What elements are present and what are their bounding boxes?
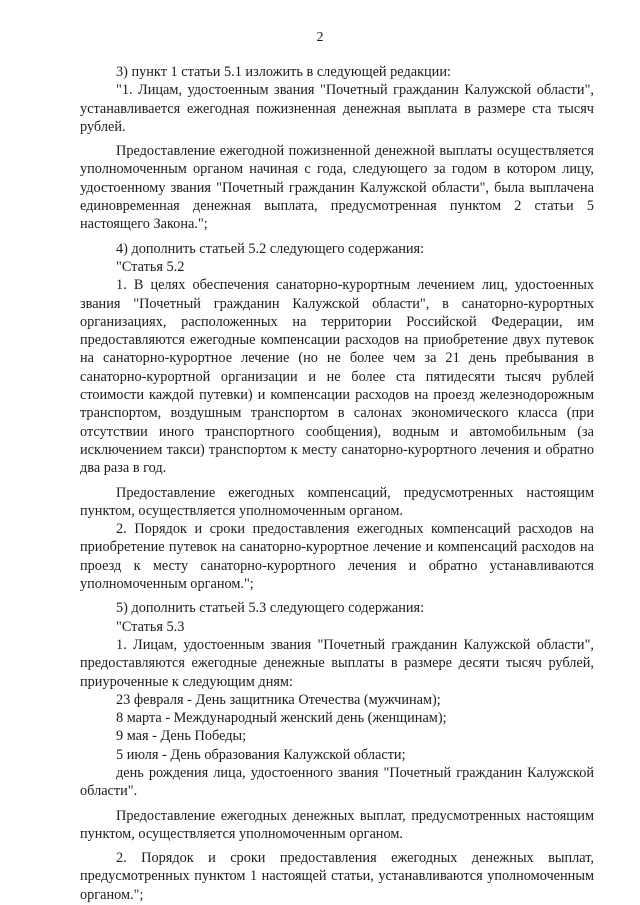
paragraph: 3) пункт 1 статьи 5.1 изложить в следующей редакции: — [116, 64, 451, 80]
paragraph: Предоставление ежегодных денежных выплат, предусмотренных настоящим пунктом, осуществляется уполномоченным органом. — [80, 807, 594, 842]
list-item: день рождения лица, удостоенного звания "Почетный гражданин Калужской области". — [80, 764, 594, 800]
paragraph: 2. Порядок и сроки предоставления ежегодных компенсаций расходов на приобретение путевок на санаторно-курортное лечение и компенсаций расходов на проезд к месту санаторно-курортного лечения и обратно устанавливаются уполномоченным органом."; — [80, 521, 594, 593]
list-item: 23 февраля - День защитника Отечества (мужчинам); — [116, 691, 441, 708]
paragraph: 1. В целях обеспечения санаторно-курортным лечением лиц, удостоенных звания "Почетный гражданин Калужской области", в санаторно-курортных организациях, расположенных на территории Российской Федерации, им предоставляются ежегодные компенсации расходов на приобретение двух путевок на санаторно-курортное лечение (но не более чем за 21 день пребывания в санаторно-курортной организации и не более ста пятидесяти тысяч рублей стоимости каждой путевки) и компенсации расходов на проезд железнодорожным транспортом, воздушным транспортом в салонах экономического класса (при отсутствии иного транспортного сообщения), водным и автомобильным (за исключением такси) транспортом к месту санаторно-курортного лечения и обратно два раза в год. — [80, 277, 594, 477]
paragraph: 1. Лицам, удостоенным звания "Почетный гражданин Калужской области", предоставляются ежегодные денежные выплаты в размере десяти тысяч рублей, приуроченные к следующим дням: — [80, 636, 594, 690]
page-number: 2 — [316, 30, 324, 45]
list-item: 8 марта - Международный женский день (женщинам); — [116, 710, 447, 727]
document-body — [80, 63, 594, 904]
list-item: 9 мая - День Победы; — [116, 728, 247, 745]
list-item: 5 июля - День образования Калужской области; — [116, 746, 406, 763]
paragraph: 4) дополнить статьей 5.2 следующего содержания: — [116, 240, 425, 257]
article-heading: "Статья 5.2 — [116, 258, 185, 275]
article-heading: "Статья 5.3 — [116, 618, 185, 635]
paragraph: Предоставление ежегодной пожизненной денежной выплаты осуществляется уполномоченным органом начиная с года, следующего за годом в котором лицу, удостоенному звания "Почетный гражданин Калужской области", была выплачена единовременная денежная выплата, предусмотренная пунктом 2 статьи 5 настоящего Закона."; — [80, 143, 594, 233]
paragraph: 5) дополнить статьей 5.3 следующего содержания: — [116, 600, 425, 617]
paragraph: Предоставление ежегодных компенсаций, предусмотренных настоящим пунктом, осуществляется уполномоченным органом. — [80, 484, 594, 519]
paragraph: "1. Лицам, удостоенным звания "Почетный гражданин Калужской области", устанавливается ежегодная пожизненная денежная выплата в размере ста тысяч рублей. — [80, 82, 594, 135]
paragraph: 2. Порядок и сроки предоставления ежегодных денежных выплат, предусмотренных пунктом 1 настоящей статьи, устанавливаются уполномоченным органом."; — [80, 850, 594, 903]
